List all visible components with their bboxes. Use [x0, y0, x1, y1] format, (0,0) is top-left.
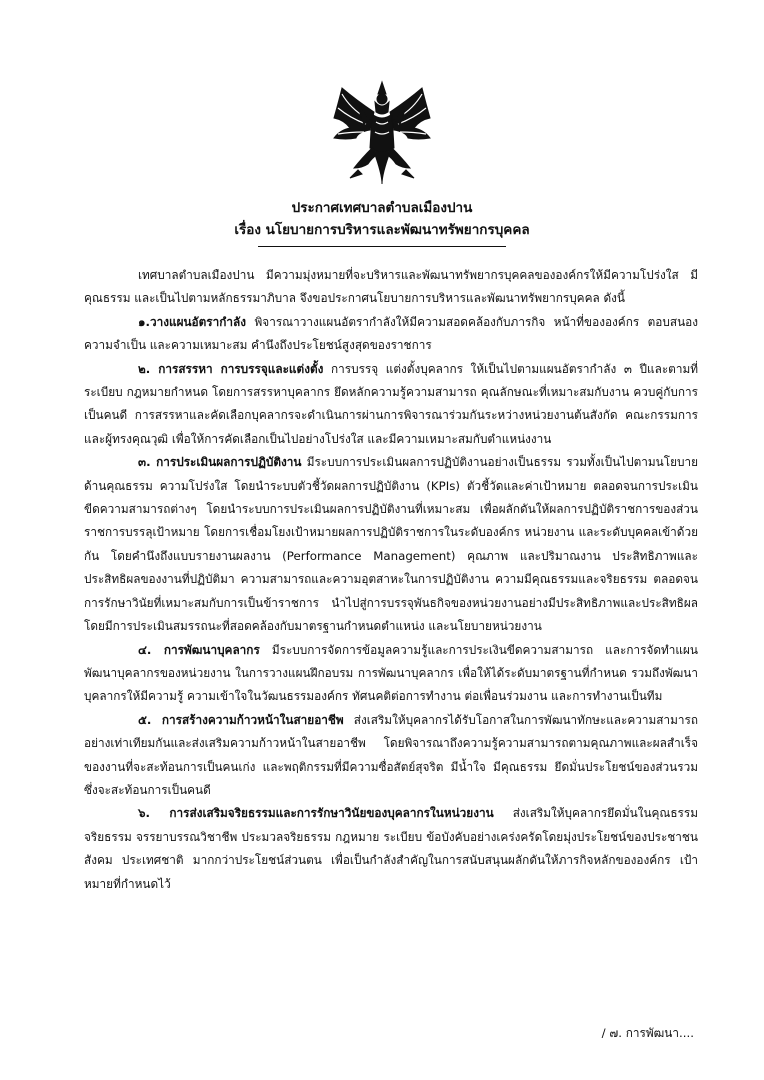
section-text: ส่งเสริมให้บุคลากรยึดมั่นในคุณธรรมจริยธรรม จรรยาบรรณวิชาชีพ ประมวลจริยธรรม กฎหมาย ระเบียบ ข้อบังคับอย่างเคร่งครัดโดยมุ่งประโยชน์ของประชาชน สังคม ประเทศชาติ มากกว่าประโยชน์ส่วนตน เพื่อเป็นกำลังสำคัญในการสนับสนุนผลักดันให้ภารกิจหลักขององค์กร เป้าหมายที่กำหนดไว้	[84, 806, 698, 891]
section-paragraph	[84, 639, 698, 709]
garuda-emblem-icon	[328, 78, 436, 188]
section-text: มีระบบการจัดการข้อมูลความรู้และการประเงินขีดความสามารถ และการจัดทำแผนพัฒนาบุคลากรของหน่วยงาน ในการวางแผนฝึกอบรม การพัฒนาบุคลากร เพื่อให้ได้ระดับมาตรฐานที่กำหนด รวมถึงพัฒนาบุคลากรให้มีความรู้ ความเข้าใจในวัฒนธรรมองค์กร ทัศนคติต่อการทำงาน ต่อเพื่อนร่วมงาน และการทำงานเป็นทีม	[84, 642, 698, 704]
intro-paragraph: เทศบาลตำบลเมืองปาน มีความมุ่งหมายที่จะบริหารและพัฒนาทรัพยากรบุคคลขององค์กรให้มีความโปร่งใส มีคุณธรรม และเป็นไปตามหลักธรรมาภิบาล จึงขอประกาศนโยบายการบริหารและพัฒนาทรัพยากรบุคคล ดังนี้	[84, 268, 698, 306]
title-divider	[258, 246, 506, 247]
section-paragraph	[84, 802, 698, 896]
section-heading: ๔. การพัฒนาบุคลากร	[138, 642, 260, 657]
section-paragraph	[84, 451, 698, 638]
section-heading: ๖. การส่งเสริมจริยธรรมและการรักษาวินัยของบุคลากรในหน่วยงาน	[138, 806, 494, 821]
section-heading: ๑.วางแผนอัตรากำลัง	[138, 314, 247, 329]
section-paragraph	[84, 311, 698, 358]
section-heading: ๒. การสรรหา การบรรจุและแต่งตั้ง	[138, 361, 324, 376]
section-text: การบรรจุ แต่งตั้งบุคลากร ให้เป็นไปตามแผนอัตรากำลัง ๓ ปีและตามที่ระเบียบ กฎหมายกำหนด โดยการสรรหาบุคลากร ยึดหลักความรู้ความสามารถ คุณลักษณะที่เหมาะสมกับงาน ควบคู่กับการเป็นคนดี การสรรหาและคัดเลือกบุคลากรจะดำเนินการผ่านการพิจารณาร่วมกันระหว่างหน่วยงานต้นสังกัด คณะกรรมการและผู้ทรงคุณวุฒิ เพื่อให้การคัดเลือกเป็นไปอย่างโปร่งใส และมีความเหมาะสมกับตำแหน่งงาน	[84, 361, 698, 446]
document-title: ประกาศเทศบาลตำบลเมืองปาน	[291, 200, 473, 216]
continuation-note: / ๗. การพัฒนา....	[601, 1026, 694, 1040]
section-heading: ๓. การประเมินผลการปฏิบัติงาน	[138, 455, 302, 470]
section-paragraph	[84, 709, 698, 803]
section-heading: ๕. การสร้างความก้าวหน้าในสายอาชีพ	[138, 712, 344, 727]
document-body	[84, 264, 698, 896]
section-text: ส่งเสริมให้บุคลากรได้รับโอกาสในการพัฒนาทักษะและความสามารถอย่างเท่าเทียมกันและส่งเสริมความก้าวหน้าในสายอาชีพ โดยพิจารณาถึงความรู้ความสามารถตามคุณภาพและผลสำเร็จของงานที่จะสะท้อนการเป็นคนเก่ง และพฤติกรรมที่มีความซื่อสัตย์สุจริต มีน้ำใจ มีคุณธรรม ยึดมั่นประโยชน์ของส่วนรวม ซึ่งจะสะท้อนการเป็นคนดี	[84, 712, 698, 797]
section-text: มีระบบการประเมินผลการปฏิบัติงานอย่างเป็นธรรม รวมทั้งเป็นไปตามนโยบายด้านคุณธรรม ความโปร่งใส โดยนำระบบตัวชี้วัดผลการปฏิบัติงาน (KPIs) ตัวชี้วัดและค่าเป้าหมาย ตลอดจนการประเมินขีดความสามารถต่างๆ โดยนำระบบการประเมินผลการปฏิบัติงานที่เหมาะสม เพื่อผลักดันให้ผลการปฏิบัติราชการของส่วนราชการบรรลุเป้าหมาย โดยการเชื่อมโยงเป้าหมายผลการปฏิบัติราชการในระดับองค์กร หน่วยงาน และระดับบุคคลเข้าด้วยกัน โดยคำนึงถึงแบบรายงานผลงาน (Performance Management) คุณภาพ และปริมาณงาน ประสิทธิภาพและประสิทธิผลของงานที่ปฏิบัติมา ความสามารถและความอุตสาหะในการปฏิบัติงาน ความมีคุณธรรมและจริยธรรม ตลอดจนการรักษาวินัยที่เหมาะสมกับการเป็นข้าราชการ นำไปสู่การบรรจุพันธกิจของหน่วยงานอย่างมีประสิทธิภาพและประสิทธิผล โดยมีการประเมินสมรรถนะที่สอดคล้องกับมาตรฐานกำหนดตำแหน่ง และนโยบายหน่วยงาน	[84, 455, 699, 634]
section-text: พิจารณาวางแผนอัตรากำลังให้มีความสอดคล้องกับภารกิจ หน้าที่ขององค์กร ตอบสนองความจำเป็น และความเหมาะสม คำนึงถึงประโยชน์สูงสุดของราชการ	[84, 314, 698, 353]
section-paragraph	[84, 358, 698, 452]
document-subject: เรื่อง นโยบายการบริหารและพัฒนาทรัพยากรบุคคล	[234, 222, 530, 238]
